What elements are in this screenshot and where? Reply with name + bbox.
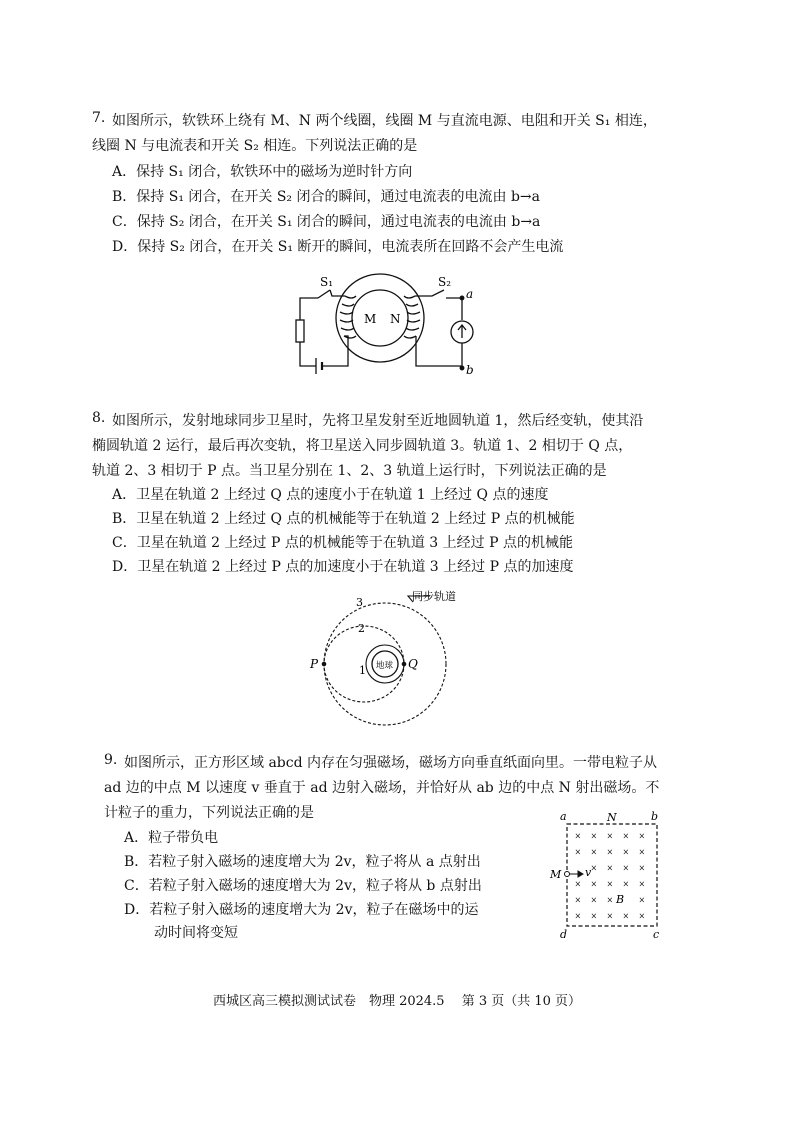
field-cross-mark: × xyxy=(622,831,630,841)
q7-number: 7. xyxy=(92,110,106,126)
field-cross-mark: × xyxy=(574,831,582,841)
coil-m xyxy=(340,296,356,338)
q7-circuit-figure xyxy=(290,268,490,380)
label-n: N xyxy=(390,312,401,326)
label-n: N xyxy=(607,811,617,824)
field-cross-mark: × xyxy=(638,863,646,873)
field-cross-mark: × xyxy=(574,879,582,889)
field-cross-mark: × xyxy=(622,847,630,857)
label-field-b: B xyxy=(616,893,625,906)
q9-option-c[interactable]: C．若粒子射入磁场的速度增大为 2v，粒子将从 b 点射出 xyxy=(124,878,482,894)
q8-number: 8. xyxy=(92,410,106,426)
point-p xyxy=(322,662,327,667)
point-m xyxy=(565,872,570,877)
label-p: P xyxy=(310,657,319,671)
q8-option-c[interactable]: C．卫星在轨道 2 上经过 P 点的机械能等于在轨道 3 上经过 P 点的机械能 xyxy=(112,535,573,551)
field-cross-mark: × xyxy=(590,879,598,889)
field-cross-mark: × xyxy=(574,911,582,921)
point-q xyxy=(402,662,407,667)
q9-stem-line2: ad 边的中点 M 以速度 v 垂直于 ad 边射入磁场，并恰好从 ab 边的中点 N 射出磁场。不 xyxy=(104,780,660,796)
field-cross-mark: × xyxy=(622,863,630,873)
resistor xyxy=(296,320,304,342)
switch-s1-blade xyxy=(318,290,330,298)
label-orbit-1: 1 xyxy=(359,664,366,677)
switch-s2-blade xyxy=(415,290,444,296)
label-b: b xyxy=(651,810,659,823)
page-footer: 西城区高三模拟测试试卷 物理 2024.5 第 3 页（共 10 页） xyxy=(212,994,582,1009)
field-cross-mark: × xyxy=(638,911,646,921)
q8-stem-line3: 轨道 2、3 相切于 P 点。当卫星分别在 1、2、3 轨道上运行时，下列说法正确的是 xyxy=(92,463,607,479)
q7-option-b[interactable]: B．保持 S₁ 闭合，在开关 S₂ 闭合的瞬间，通过电流表的电流由 b→a xyxy=(112,189,540,205)
q8-stem-line1: 如图所示，发射地球同步卫星时，先将卫星发射至近地圆轨道 1，然后经变轨，使其沿 xyxy=(112,413,644,429)
q7-option-d[interactable]: D．保持 S₂ 闭合，在开关 S₁ 断开的瞬间，电流表所在回路不会产生电流 xyxy=(112,239,564,255)
label-m: M xyxy=(550,868,562,881)
q9-stem-line3: 计粒子的重力，下列说法正确的是 xyxy=(104,805,314,821)
q9-option-d[interactable]: D．若粒子射入磁场的速度增大为 2v，粒子在磁场中的运 xyxy=(124,902,479,918)
field-cross-mark: × xyxy=(574,847,582,857)
field-cross-mark: × xyxy=(606,879,614,889)
label-b: b xyxy=(466,363,474,377)
label-earth: 地球 xyxy=(376,661,394,671)
field-cross-mark: × xyxy=(606,847,614,857)
iron-ring-outer xyxy=(336,274,424,362)
field-cross-mark: × xyxy=(590,863,598,873)
q8-orbit-figure xyxy=(300,582,480,732)
q8-option-d[interactable]: D．卫星在轨道 2 上经过 P 点的加速度小于在轨道 3 上经过 P 点的加速度 xyxy=(112,559,574,575)
field-cross-mark: × xyxy=(638,847,646,857)
label-v: v xyxy=(585,866,592,879)
label-c: c xyxy=(653,928,660,940)
field-cross-mark: × xyxy=(622,911,630,921)
field-cross-mark: × xyxy=(590,911,598,921)
label-m: M xyxy=(364,312,377,326)
q7-stem-line2: 线圈 N 与电流表和开关 S₂ 相连。下列说法正确的是 xyxy=(92,138,418,154)
field-cross-mark: × xyxy=(590,847,598,857)
label-orbit-3: 3 xyxy=(356,596,363,609)
q7-option-a[interactable]: A．保持 S₁ 闭合，软铁环中的磁场为逆时针方向 xyxy=(112,164,413,180)
label-a: a xyxy=(560,810,567,823)
field-cross-mark: × xyxy=(590,895,598,905)
coil-n xyxy=(404,296,420,338)
label-q: Q xyxy=(408,657,418,671)
label-a: a xyxy=(466,287,474,301)
field-cross-mark: × xyxy=(622,879,630,889)
q9-stem-line1: 如图所示，正方形区域 abcd 内存在匀强磁场，磁场方向垂直纸面向里。一带电粒子从 xyxy=(124,755,658,771)
q8-option-b[interactable]: B．卫星在轨道 2 上经过 Q 点的机械能等于在轨道 2 上经过 P 点的机械能 xyxy=(112,511,575,527)
label-s1: S₁ xyxy=(320,275,334,289)
field-cross-mark: × xyxy=(606,863,614,873)
field-cross-mark: × xyxy=(606,895,614,905)
q9-option-a[interactable]: A．粒子带负电 xyxy=(124,830,219,846)
q7-option-c[interactable]: C．保持 S₂ 闭合，在开关 S₁ 闭合的瞬间，通过电流表的电流由 b→a xyxy=(112,214,541,230)
field-cross-mark: × xyxy=(638,831,646,841)
field-cross-mark: × xyxy=(638,895,646,905)
switch-s2-wire xyxy=(446,298,462,320)
q9-magnetic-field-figure xyxy=(545,808,670,940)
field-cross-mark: × xyxy=(606,831,614,841)
q9-option-d-cont: 动时间将变短 xyxy=(154,925,238,941)
field-cross-mark: × xyxy=(590,831,598,841)
label-s2: S₂ xyxy=(438,275,452,289)
q9-number: 9. xyxy=(104,752,118,768)
q9-option-b[interactable]: B．若粒子射入磁场的速度增大为 2v，粒子将从 a 点射出 xyxy=(124,854,481,870)
q7-stem-line1: 如图所示，软铁环上绕有 M、N 两个线圈，线圈 M 与直流电源、电阻和开关 S₁ 相连， xyxy=(112,113,657,129)
label-orbit-2: 2 xyxy=(358,622,365,635)
field-cross-mark: × xyxy=(574,895,582,905)
q8-option-a[interactable]: A．卫星在轨道 2 上经过 Q 点的速度小于在轨道 1 上经过 Q 点的速度 xyxy=(112,487,549,503)
field-cross-mark: × xyxy=(638,879,646,889)
label-d: d xyxy=(560,928,568,940)
field-cross-mark: × xyxy=(606,911,614,921)
q8-stem-line2: 椭圆轨道 2 运行，最后再次变轨，将卫星送入同步圆轨道 3。轨道 1、2 相切于 Q 点， xyxy=(92,438,633,454)
label-sync-orbit: 同步轨道 xyxy=(412,590,456,603)
